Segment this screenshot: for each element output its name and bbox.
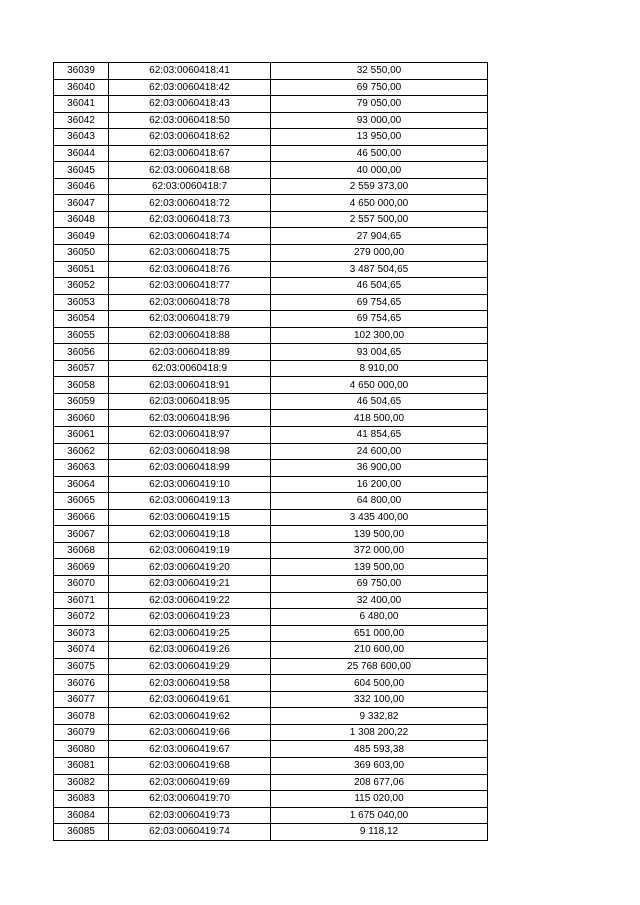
row-number-cell: 36074 <box>54 642 109 659</box>
row-number-cell: 36044 <box>54 145 109 162</box>
table-row <box>54 791 488 808</box>
table-row <box>54 129 488 146</box>
cadastral-value-cell: 16 200,00 <box>271 476 488 493</box>
table-row <box>54 774 488 791</box>
cadastral-number-cell: 62:03:0060419:66 <box>109 724 271 741</box>
cadastral-number-cell: 62:03:0060418:72 <box>109 195 271 212</box>
cadastral-number-cell: 62:03:0060419:67 <box>109 741 271 758</box>
table-row <box>54 278 488 295</box>
table-row <box>54 493 488 510</box>
cadastral-number-cell: 62:03:0060419:69 <box>109 774 271 791</box>
table-row <box>54 675 488 692</box>
cadastral-number-cell: 62:03:0060419:68 <box>109 757 271 774</box>
row-number-cell: 36049 <box>54 228 109 245</box>
cadastral-number-cell: 62:03:0060418:68 <box>109 162 271 179</box>
cadastral-value-cell: 93 004,65 <box>271 344 488 361</box>
cadastral-number-cell: 62:03:0060419:29 <box>109 658 271 675</box>
table-row <box>54 526 488 543</box>
table-row <box>54 658 488 675</box>
table-row <box>54 724 488 741</box>
cadastral-number-cell: 62:03:0060418:97 <box>109 427 271 444</box>
cadastral-number-cell: 62:03:0060418:96 <box>109 410 271 427</box>
cadastral-value-cell: 40 000,00 <box>271 162 488 179</box>
table-row <box>54 211 488 228</box>
row-number-cell: 36041 <box>54 96 109 113</box>
table-row <box>54 509 488 526</box>
cadastral-number-cell: 62:03:0060418:62 <box>109 129 271 146</box>
cadastral-value-cell: 3 435 400,00 <box>271 509 488 526</box>
cadastral-number-cell: 62:03:0060418:75 <box>109 245 271 262</box>
row-number-cell: 36047 <box>54 195 109 212</box>
cadastral-value-cell: 41 854,65 <box>271 427 488 444</box>
cadastral-number-cell: 62:03:0060418:99 <box>109 460 271 477</box>
table-row <box>54 460 488 477</box>
table-row <box>54 228 488 245</box>
row-number-cell: 36039 <box>54 63 109 80</box>
cadastral-number-cell: 62:03:0060419:74 <box>109 824 271 841</box>
row-number-cell: 36065 <box>54 493 109 510</box>
cadastral-number-cell: 62:03:0060419:19 <box>109 542 271 559</box>
cadastral-value-cell: 4 650 000,00 <box>271 377 488 394</box>
row-number-cell: 36077 <box>54 691 109 708</box>
cadastral-number-cell: 62:03:0060418:77 <box>109 278 271 295</box>
row-number-cell: 36070 <box>54 575 109 592</box>
cadastral-value-cell: 9 118,12 <box>271 824 488 841</box>
row-number-cell: 36072 <box>54 609 109 626</box>
cadastral-value-cell: 27 904,65 <box>271 228 488 245</box>
cadastral-value-cell: 24 600,00 <box>271 443 488 460</box>
cadastral-number-cell: 62:03:0060419:15 <box>109 509 271 526</box>
row-number-cell: 36085 <box>54 824 109 841</box>
row-number-cell: 36046 <box>54 178 109 195</box>
cadastral-value-cell: 369 603,00 <box>271 757 488 774</box>
cadastral-number-cell: 62:03:0060418:74 <box>109 228 271 245</box>
table-row <box>54 410 488 427</box>
table-row <box>54 344 488 361</box>
table-row <box>54 476 488 493</box>
cadastral-number-cell: 62:03:0060418:41 <box>109 63 271 80</box>
table-row <box>54 542 488 559</box>
row-number-cell: 36054 <box>54 311 109 328</box>
cadastral-value-cell: 418 500,00 <box>271 410 488 427</box>
cadastral-number-cell: 62:03:0060418:9 <box>109 360 271 377</box>
row-number-cell: 36073 <box>54 625 109 642</box>
table-row <box>54 824 488 841</box>
cadastral-number-cell: 62:03:0060418:43 <box>109 96 271 113</box>
cadastral-value-cell: 69 754,65 <box>271 294 488 311</box>
cadastral-value-cell: 279 000,00 <box>271 245 488 262</box>
cadastral-number-cell: 62:03:0060419:18 <box>109 526 271 543</box>
table-row <box>54 393 488 410</box>
table-row <box>54 327 488 344</box>
cadastral-value-cell: 4 650 000,00 <box>271 195 488 212</box>
table-row <box>54 261 488 278</box>
row-number-cell: 36083 <box>54 791 109 808</box>
row-number-cell: 36048 <box>54 211 109 228</box>
cadastral-value-cell: 139 500,00 <box>271 526 488 543</box>
cadastral-number-cell: 62:03:0060418:88 <box>109 327 271 344</box>
row-number-cell: 36067 <box>54 526 109 543</box>
cadastral-value-cell: 46 504,65 <box>271 278 488 295</box>
row-number-cell: 36052 <box>54 278 109 295</box>
table-row <box>54 245 488 262</box>
cadastral-value-cell: 139 500,00 <box>271 559 488 576</box>
row-number-cell: 36059 <box>54 393 109 410</box>
table-row <box>54 609 488 626</box>
row-number-cell: 36064 <box>54 476 109 493</box>
table-row <box>54 162 488 179</box>
cadastral-value-cell: 6 480,00 <box>271 609 488 626</box>
cadastral-number-cell: 62:03:0060419:70 <box>109 791 271 808</box>
cadastral-value-cell: 69 754,65 <box>271 311 488 328</box>
row-number-cell: 36050 <box>54 245 109 262</box>
cadastral-number-cell: 62:03:0060419:73 <box>109 807 271 824</box>
cadastral-number-cell: 62:03:0060418:76 <box>109 261 271 278</box>
table-row <box>54 575 488 592</box>
table-row <box>54 427 488 444</box>
cadastral-value-cell: 604 500,00 <box>271 675 488 692</box>
cadastral-value-cell: 69 750,00 <box>271 575 488 592</box>
table-row <box>54 178 488 195</box>
table-row <box>54 691 488 708</box>
row-number-cell: 36051 <box>54 261 109 278</box>
row-number-cell: 36045 <box>54 162 109 179</box>
cadastral-value-cell: 8 910,00 <box>271 360 488 377</box>
cadastral-value-cell: 332 100,00 <box>271 691 488 708</box>
cadastral-number-cell: 62:03:0060419:61 <box>109 691 271 708</box>
cadastral-value-table <box>53 62 488 841</box>
table-row <box>54 443 488 460</box>
row-number-cell: 36062 <box>54 443 109 460</box>
table-row <box>54 294 488 311</box>
cadastral-value-cell: 32 400,00 <box>271 592 488 609</box>
row-number-cell: 36043 <box>54 129 109 146</box>
table-row <box>54 112 488 129</box>
cadastral-number-cell: 62:03:0060418:50 <box>109 112 271 129</box>
cadastral-number-cell: 62:03:0060418:98 <box>109 443 271 460</box>
cadastral-value-cell: 93 000,00 <box>271 112 488 129</box>
cadastral-value-cell: 2 559 373,00 <box>271 178 488 195</box>
row-number-cell: 36066 <box>54 509 109 526</box>
cadastral-number-cell: 62:03:0060419:13 <box>109 493 271 510</box>
table-row <box>54 79 488 96</box>
table-row <box>54 311 488 328</box>
cadastral-number-cell: 62:03:0060419:20 <box>109 559 271 576</box>
row-number-cell: 36068 <box>54 542 109 559</box>
row-number-cell: 36081 <box>54 757 109 774</box>
cadastral-number-cell: 62:03:0060419:58 <box>109 675 271 692</box>
row-number-cell: 36057 <box>54 360 109 377</box>
cadastral-number-cell: 62:03:0060418:95 <box>109 393 271 410</box>
row-number-cell: 36079 <box>54 724 109 741</box>
row-number-cell: 36075 <box>54 658 109 675</box>
cadastral-value-cell: 102 300,00 <box>271 327 488 344</box>
row-number-cell: 36084 <box>54 807 109 824</box>
table-row <box>54 757 488 774</box>
table-row <box>54 741 488 758</box>
cadastral-value-cell: 64 800,00 <box>271 493 488 510</box>
row-number-cell: 36060 <box>54 410 109 427</box>
cadastral-number-cell: 62:03:0060419:23 <box>109 609 271 626</box>
cadastral-number-cell: 62:03:0060419:22 <box>109 592 271 609</box>
cadastral-value-cell: 1 308 200,22 <box>271 724 488 741</box>
row-number-cell: 36076 <box>54 675 109 692</box>
cadastral-number-cell: 62:03:0060419:25 <box>109 625 271 642</box>
cadastral-value-cell: 69 750,00 <box>271 79 488 96</box>
cadastral-number-cell: 62:03:0060418:7 <box>109 178 271 195</box>
row-number-cell: 36082 <box>54 774 109 791</box>
cadastral-value-cell: 485 593,38 <box>271 741 488 758</box>
table-row <box>54 195 488 212</box>
cadastral-value-cell: 115 020,00 <box>271 791 488 808</box>
table-row <box>54 377 488 394</box>
cadastral-value-cell: 13 950,00 <box>271 129 488 146</box>
table-row <box>54 592 488 609</box>
table-row <box>54 559 488 576</box>
row-number-cell: 36071 <box>54 592 109 609</box>
row-number-cell: 36080 <box>54 741 109 758</box>
table-row <box>54 807 488 824</box>
cadastral-number-cell: 62:03:0060418:89 <box>109 344 271 361</box>
cadastral-number-cell: 62:03:0060419:26 <box>109 642 271 659</box>
table-row <box>54 360 488 377</box>
cadastral-number-cell: 62:03:0060419:62 <box>109 708 271 725</box>
cadastral-number-cell: 62:03:0060418:78 <box>109 294 271 311</box>
cadastral-number-cell: 62:03:0060418:73 <box>109 211 271 228</box>
cadastral-value-cell: 208 677,06 <box>271 774 488 791</box>
cadastral-value-cell: 79 050,00 <box>271 96 488 113</box>
row-number-cell: 36056 <box>54 344 109 361</box>
row-number-cell: 36058 <box>54 377 109 394</box>
cadastral-value-cell: 36 900,00 <box>271 460 488 477</box>
table-row <box>54 63 488 80</box>
row-number-cell: 36061 <box>54 427 109 444</box>
cadastral-value-cell: 210 600,00 <box>271 642 488 659</box>
row-number-cell: 36078 <box>54 708 109 725</box>
cadastral-value-cell: 25 768 600,00 <box>271 658 488 675</box>
cadastral-number-cell: 62:03:0060419:10 <box>109 476 271 493</box>
cadastral-value-cell: 46 504,65 <box>271 393 488 410</box>
table-row <box>54 708 488 725</box>
cadastral-value-cell: 2 557 500,00 <box>271 211 488 228</box>
row-number-cell: 36063 <box>54 460 109 477</box>
table-body <box>54 63 488 841</box>
cadastral-number-cell: 62:03:0060419:21 <box>109 575 271 592</box>
cadastral-value-cell: 3 487 504,65 <box>271 261 488 278</box>
table-row <box>54 96 488 113</box>
table-row <box>54 625 488 642</box>
row-number-cell: 36042 <box>54 112 109 129</box>
row-number-cell: 36053 <box>54 294 109 311</box>
cadastral-value-cell: 46 500,00 <box>271 145 488 162</box>
cadastral-number-cell: 62:03:0060418:79 <box>109 311 271 328</box>
cadastral-value-cell: 32 550,00 <box>271 63 488 80</box>
row-number-cell: 36040 <box>54 79 109 96</box>
cadastral-value-cell: 372 000,00 <box>271 542 488 559</box>
cadastral-number-cell: 62:03:0060418:67 <box>109 145 271 162</box>
row-number-cell: 36055 <box>54 327 109 344</box>
cadastral-value-cell: 651 000,00 <box>271 625 488 642</box>
cadastral-value-cell: 9 332,82 <box>271 708 488 725</box>
table-row <box>54 145 488 162</box>
table-row <box>54 642 488 659</box>
cadastral-number-cell: 62:03:0060418:42 <box>109 79 271 96</box>
cadastral-value-cell: 1 675 040,00 <box>271 807 488 824</box>
row-number-cell: 36069 <box>54 559 109 576</box>
cadastral-number-cell: 62:03:0060418:91 <box>109 377 271 394</box>
